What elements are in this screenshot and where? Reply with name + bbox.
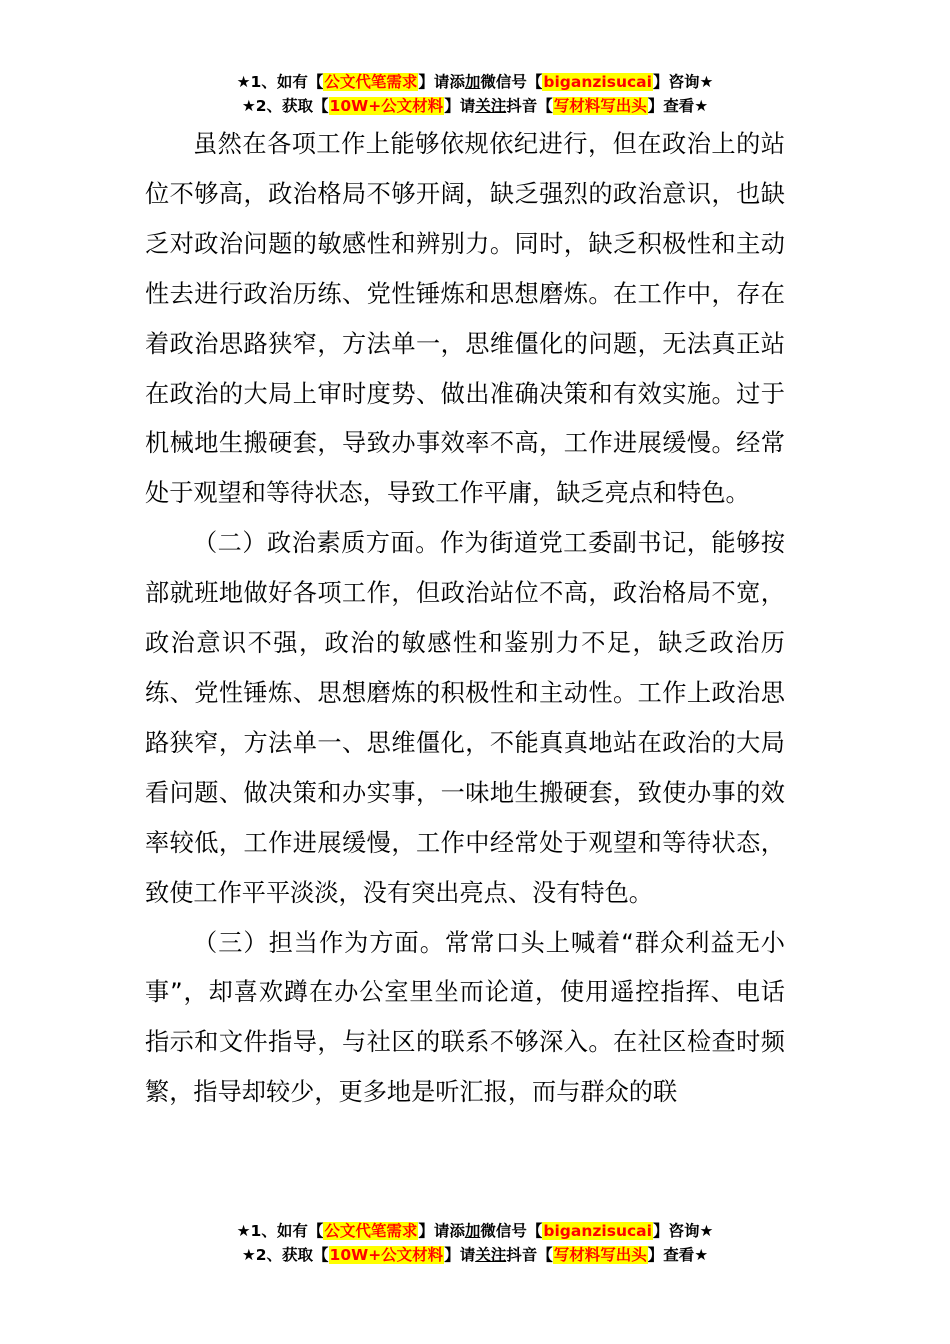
banner-line-1 bbox=[0, 70, 950, 94]
banner-line-2-underlined: 关注 bbox=[475, 97, 507, 115]
footer-line-2-highlight-douyin: 写材料写出头 bbox=[553, 1246, 647, 1264]
banner-line-1-middle-2: 微信号【 bbox=[480, 73, 543, 91]
header-banner bbox=[0, 70, 950, 118]
footer-line-1-middle: 】请添 bbox=[418, 1222, 465, 1240]
footer-line-2-suffix: 】查看★ bbox=[647, 1246, 709, 1264]
footer-line-2-prefix: ★2、获取【 bbox=[241, 1246, 329, 1264]
footer-line-1-underlined: 加 bbox=[464, 1222, 481, 1240]
banner-line-2 bbox=[0, 94, 950, 118]
document-body bbox=[145, 120, 785, 1118]
banner-line-2-suffix: 】查看★ bbox=[647, 97, 709, 115]
footer-line-2-middle: 】请 bbox=[444, 1246, 476, 1264]
footer-line-1-highlight-service: 公文代笔需求 bbox=[324, 1222, 418, 1240]
footer-banner-line-1 bbox=[0, 1219, 950, 1243]
paragraph-responsibility: （三）担当作为方面。常常口头上喊着“群众利益无小事”，却喜欢蹲在办公室里坐而论道，使用遥控指挥、电话指示和文件指导，与社区的联系不够深入。在社区检查时频繁，指导却较少，更多地是听汇报，而与群众的联 bbox=[145, 928, 785, 1107]
banner-line-1-highlight-service: 公文代笔需求 bbox=[324, 73, 418, 91]
banner-line-1-underlined: 加 bbox=[464, 73, 481, 91]
banner-line-1-prefix: ★1、如有【 bbox=[236, 73, 324, 91]
footer-line-1-prefix: ★1、如有【 bbox=[236, 1222, 324, 1240]
footer-line-1-suffix: 】咨询★ bbox=[652, 1222, 714, 1240]
banner-line-1-highlight-wechat: biganzisucai bbox=[543, 73, 652, 91]
footer-line-2-middle-2: 抖音【 bbox=[506, 1246, 553, 1264]
footer-line-1-highlight-wechat: biganzisucai bbox=[543, 1222, 652, 1240]
footer-banner-line-2 bbox=[0, 1243, 950, 1267]
banner-line-2-middle-2: 抖音【 bbox=[506, 97, 553, 115]
banner-line-2-highlight-materials: 10W+公文材料 bbox=[329, 97, 444, 115]
footer-line-1-middle-2: 微信号【 bbox=[480, 1222, 543, 1240]
paragraph-political-stance: 虽然在各项工作上能够依规依纪进行，但在政治上的站位不够高，政治格局不够开阔，缺乏强烈的政治意识，也缺乏对政治问题的敏感性和辨别力。同时，缺乏积极性和主动性去进行政治历练、党性锤炼和思想磨炼。在工作中，存在着政治思路狭窄，方法单一，思维僵化的问题，无法真正站在政治的大局上审时度势、做出准确决策和有效实施。过于机械地生搬硬套，导致办事效率不高，工作进展缓慢。经常处于观望和等待状态，导致工作平庸，缺乏亮点和特色。 bbox=[145, 130, 785, 508]
footer-line-2-underlined: 关注 bbox=[475, 1246, 507, 1264]
banner-line-1-middle: 】请添 bbox=[418, 73, 465, 91]
banner-line-2-middle: 】请 bbox=[444, 97, 476, 115]
banner-line-2-highlight-douyin: 写材料写出头 bbox=[553, 97, 647, 115]
footer-banner bbox=[0, 1219, 950, 1267]
paragraph-political-quality: （二）政治素质方面。作为街道党工委副书记，能够按部就班地做好各项工作，但政治站位不高，政治格局不宽，政治意识不强，政治的敏感性和鉴别力不足，缺乏政治历练、党性锤炼、思想磨炼的积极性和主动性。工作上政治思路狭窄，方法单一、思维僵化，不能真真地站在政治的大局看问题、做决策和办实事，一味地生搬硬套，致使办事的效率较低，工作进展缓慢，工作中经常处于观望和等待状态，致使工作平平淡淡，没有突出亮点、没有特色。 bbox=[145, 529, 785, 907]
banner-line-2-prefix: ★2、获取【 bbox=[241, 97, 329, 115]
footer-line-2-highlight-materials: 10W+公文材料 bbox=[329, 1246, 444, 1264]
banner-line-1-suffix: 】咨询★ bbox=[652, 73, 714, 91]
